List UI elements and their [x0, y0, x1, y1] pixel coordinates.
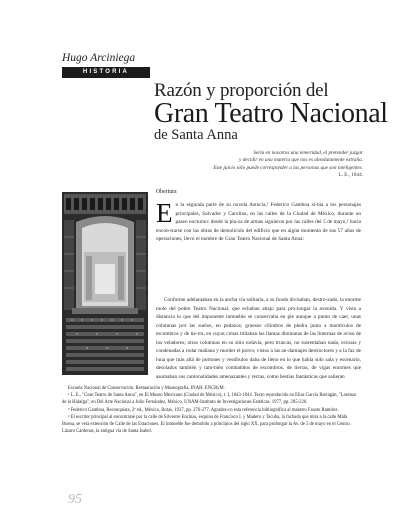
footnote-2: ² Federico Gamboa, Reconquista, 2ª ed., México, Botas, 1937, pp. 276-277. Agradez-co esta referencia bibliográfica al maestro Fausto Ramírez. [68, 407, 339, 413]
drop-cap: E [156, 198, 173, 228]
footnote-1: ¹ L. E., "Gran Teatro de Santa Anna", en El Museo Mexicano (Ciudad de México), t. I, 1843-1844. Texto reproducido en Elisa García Barragán, "Lorenzo de la Hidalga", en Del Arte Nacional a Julio Fernández, México, UNAM-Instituto de Investigaciones Estéticas, 1977, pp. 205-226. [62, 393, 357, 406]
epigraph-line-3: Este juicio sólo puede corresponder a las personas que son inteligentes. [213, 164, 363, 171]
section-tag: HISTORIA [82, 69, 130, 75]
epigraph-line-1: Sería en nosotros una temeridad, el pretender juzgar [253, 150, 363, 156]
paragraph-1-text: n la segunda parte de su novela Astucia,¹ Federico Gamboa si-túa a los personajes principales, Salvador y Carolina, en las calles de la Ciudad de México, durante un paseo nocturno: desde la pla-za de armas siguieron por las calles del 5 de mayo,² hacia encon-trarse con las obras de demolición del edificio que en algún momento de sus 57 años de operaciones, llevó el nombre de Gran Teatro Nacional de Santa Anna: [156, 202, 361, 242]
section-heading: Obertura [156, 189, 177, 195]
epigraph-line-2: y decidir en una materia que nos es absolutamente extraña. [239, 157, 363, 164]
author-name: Hugo Arciniega [62, 52, 136, 64]
footnote-3: ³ El escritor principal al encontrarse por la calle de Silvestre Encinas, esquina de Francisco I. y Madero y Tacuba, la fachada que mira a la calle Mida Buena, se veía extensión de Calle de las Estaciones. El inmueble fue demolido a principios del siglo XX, para prolongar la Av. de 5 de mayo en el Centro. Lázaro Cárdenas, la antigua vía de Santa Isabel. [62, 414, 351, 435]
title-line-2: Gran Teatro Nacional [154, 98, 388, 129]
paragraph-2: Conforme adelantaban en la ancha vía solitaria, a su fondo divisaban, destro-zado, la enorme mole del pobre Teatro Nacional, que echaban abajo para pro-longar la avenida. Y vista a distancia lo que del imponente inmueble se conservaba en pie aunque a punto de caer, unas columnas por las suelos, en pedazos; gruesos cilindros de piedra junto a montículos de escombros y de tie-rra, en cuyas cimas titilaban las llamas diminutas de las linternas de aviso de los veladores; otras columnas en su sitio todavía, pero truncas, no sustentaban nada, ociosas y condenadas a rodar mañana y morder el polvo; vistos a las an-damiajes destructores y a la faz de luna que más allá de portones y vestíbulos daba de lleno en lo que había sido sala y escenario, desolados también y tam-bién combatidos de escombros, de tierras, de vigas enormes que asomaban sus cantonalidades amenazantes y rectas, como bestias fantásticas que salieran [156, 297, 361, 380]
title-line-1: Razón y proporción del [154, 80, 329, 101]
paragraph-1 [156, 198, 361, 244]
theater-engraving-icon [62, 192, 148, 375]
footnote-affiliation: Escuela Nacional de Conservación, Restauración y Museografía, INAH, ENCRyM. [68, 386, 225, 391]
title-line-3: de Santa Anna [154, 127, 238, 143]
epigraph [153, 150, 363, 180]
section-bar [62, 67, 150, 78]
epigraph-attribution: L. E., 1844. [338, 172, 363, 179]
footnotes [62, 385, 360, 435]
page-number: 95 [68, 492, 82, 507]
